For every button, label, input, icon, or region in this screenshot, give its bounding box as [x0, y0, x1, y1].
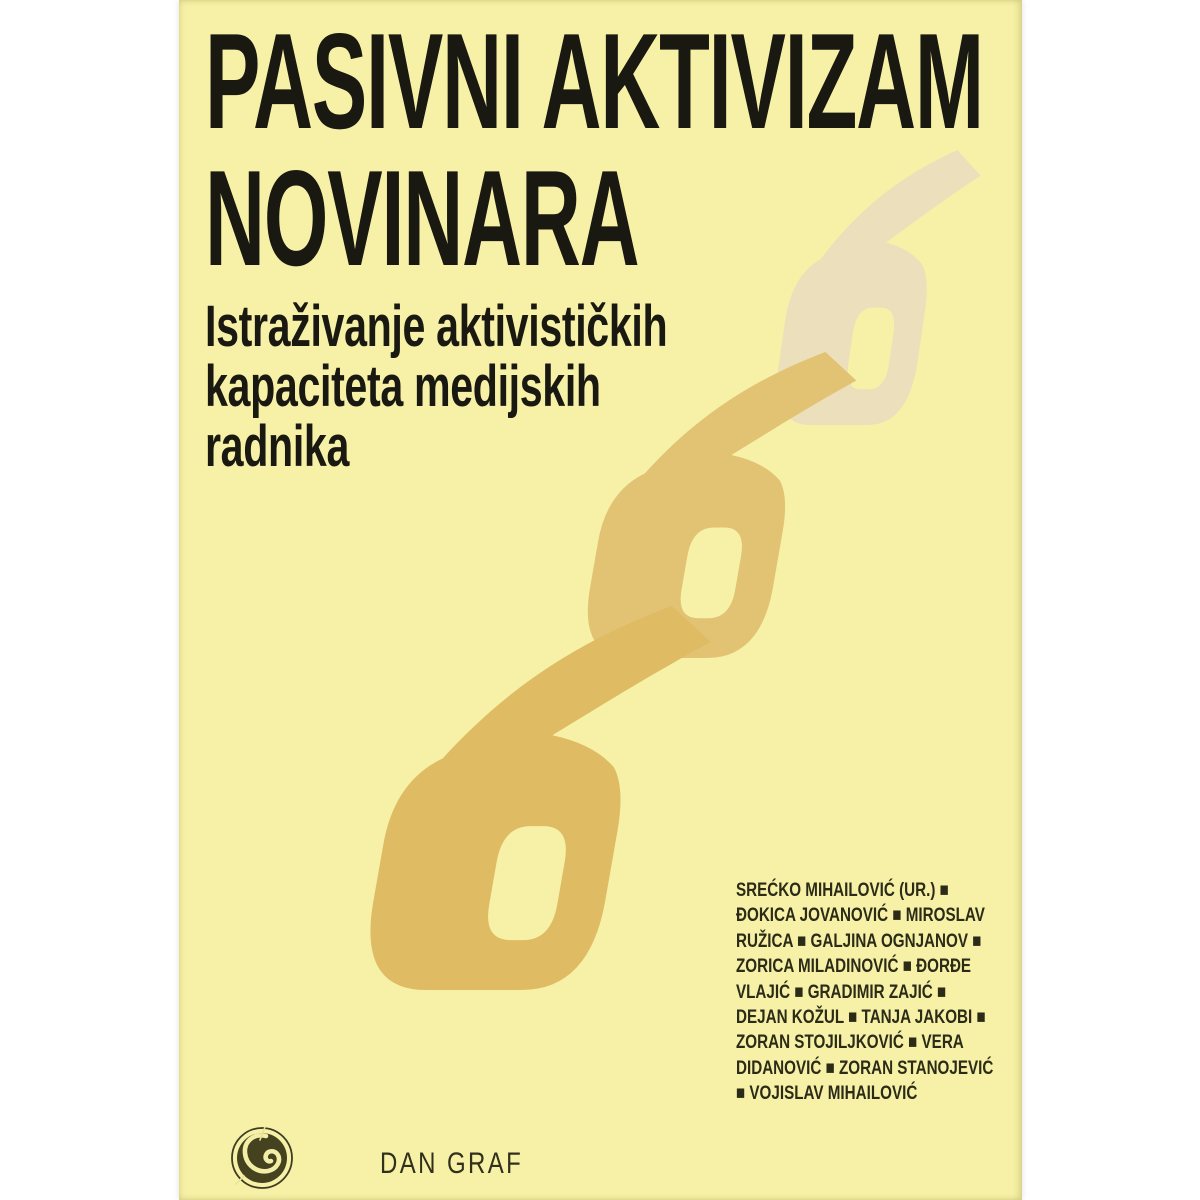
author-line: DEJAN KOŽUL ■ TANJA JAKOBI ■ — [736, 1006, 986, 1029]
author-line: DIDANOVIĆ ■ ZORAN STANOJEVIĆ — [736, 1056, 994, 1079]
title-line: NOVINARA — [205, 142, 639, 294]
book-title — [205, 5, 1022, 294]
dan-graf-spiral-logo-icon — [230, 1126, 294, 1190]
title-line: PASIVNI AKTIVIZAM — [205, 5, 983, 157]
author-line: ĐOKICA JOVANOVIĆ ■ MIROSLAV — [736, 904, 985, 927]
author-line: VLAJIĆ ■ GRADIMIR ZAJIĆ ■ — [736, 980, 947, 1003]
numeral-six-dark — [358, 606, 718, 990]
book-subtitle — [205, 294, 856, 479]
author-line: RUŽICA ■ GALJINA OGNJANOV ■ — [736, 929, 982, 952]
subtitle-line: kapaciteta medijskih — [205, 354, 601, 419]
author-line: ZORICA MILADINOVIĆ ■ ĐORĐE — [736, 955, 972, 978]
author-line: SREĆKO MIHAILOVIĆ (UR.) ■ — [736, 879, 949, 901]
publisher-name: DAN GRAF — [380, 1147, 524, 1180]
subtitle-line: Istraživanje aktivističkih — [205, 294, 668, 359]
author-line: ZORAN STOJILJKOVIĆ ■ VERA — [736, 1031, 964, 1054]
authors-list — [736, 878, 1022, 1107]
book-cover — [179, 0, 1022, 1200]
subtitle-line: radnika — [205, 414, 350, 479]
author-line: ■ VOJISLAV MIHAILOVIĆ — [736, 1082, 918, 1105]
